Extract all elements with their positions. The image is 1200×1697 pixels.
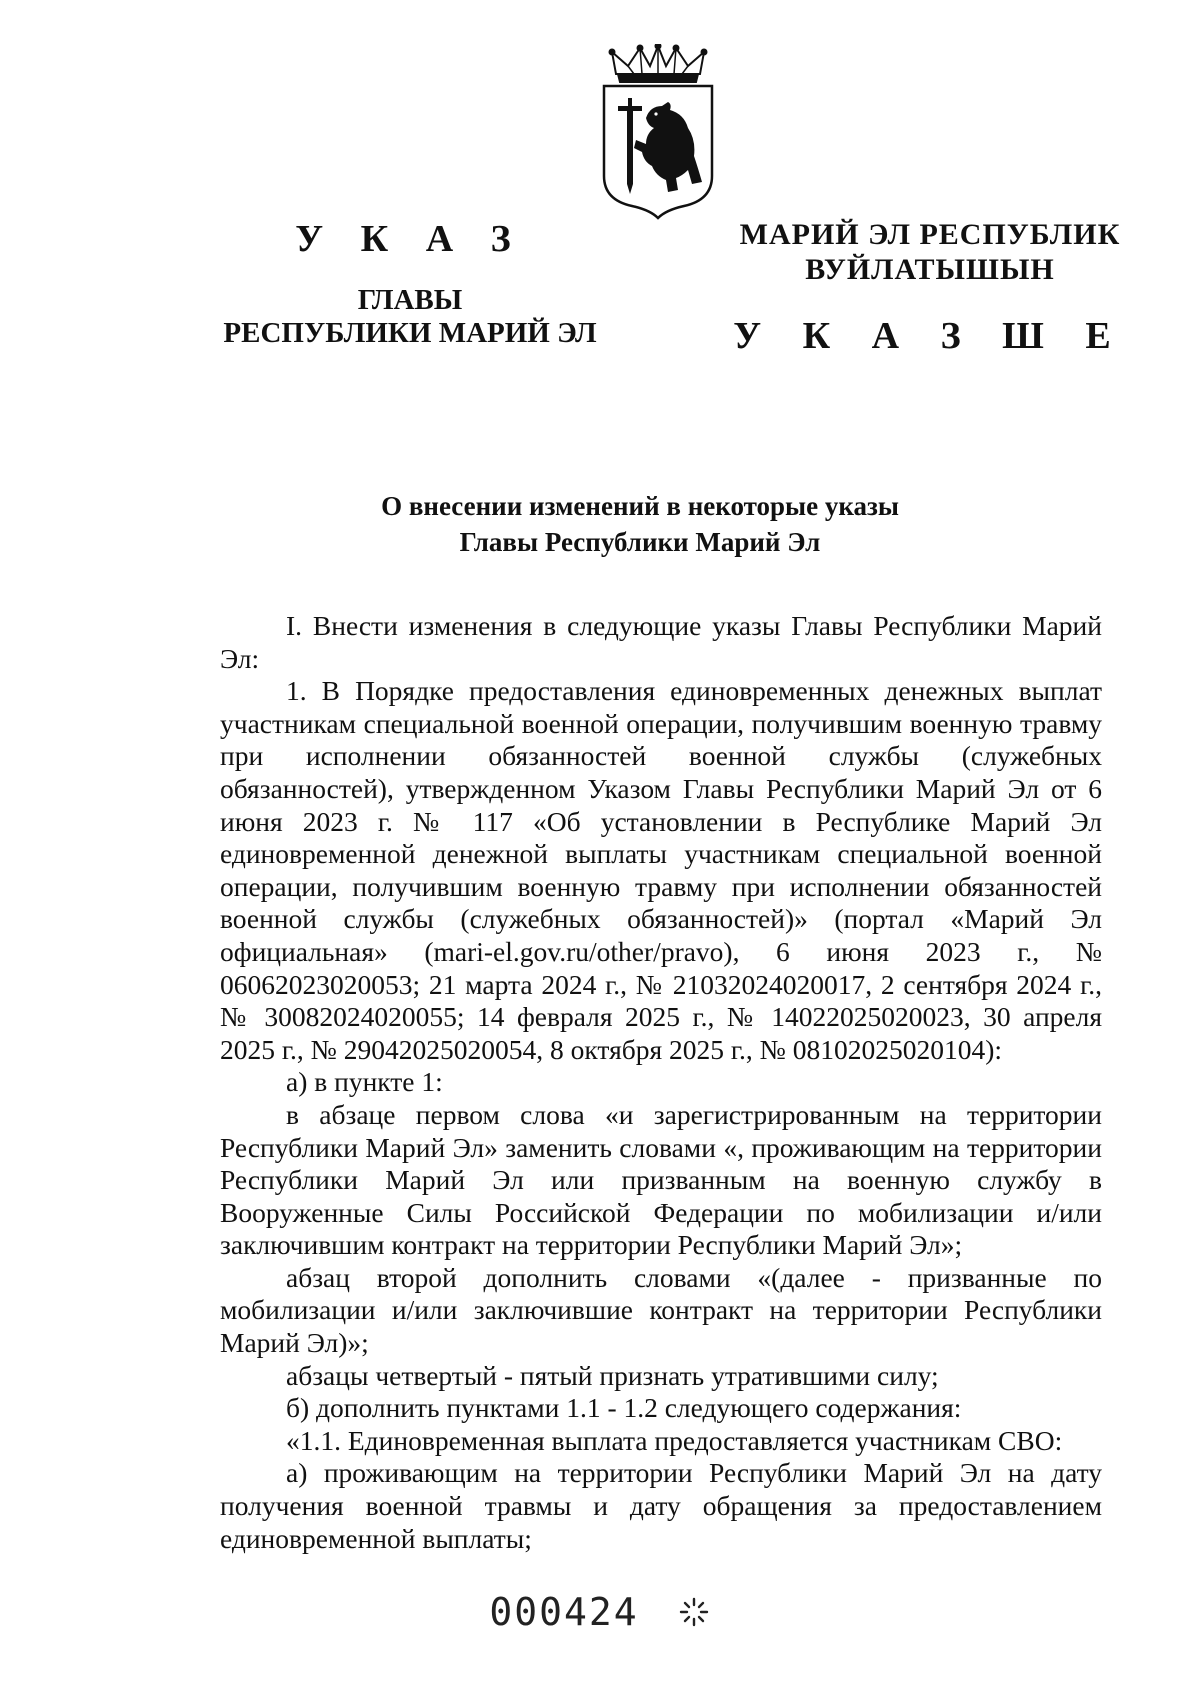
decree-word-mari: У К А З Ш Е (733, 315, 1127, 357)
document-body (220, 610, 1102, 1555)
mari-el-coat-of-arms-icon (598, 44, 718, 220)
paragraph: абзац второй дополнить словами «(далее - призванные по мобилизации и/или заключившие контракт на территории Республики Марий Эл)»; (220, 1261, 1102, 1359)
star-mark-icon (677, 1595, 711, 1629)
paragraph: I. Внести изменения в следующие указы Главы Республики Марий Эл: (220, 610, 1102, 674)
paragraph: а) проживающим на территории Республики Марий Эл на дату получения военной травмы и дату обращения за предоставлением единовременной выплаты; (220, 1457, 1102, 1554)
paragraph: а) в пункте 1: (286, 1066, 443, 1098)
head-of-word: ГЛАВЫ (357, 283, 463, 316)
document-title (200, 488, 1080, 560)
head-of-word-mari: ВУЙЛАТЫШЫН (805, 252, 1055, 286)
paragraph: б) дополнить пунктами 1.1 - 1.2 следующего содержания: (286, 1392, 962, 1424)
footer (0, 1590, 1200, 1634)
paragraph: «1.1. Единовременная выплата предоставляется участникам СВО: (286, 1424, 1063, 1456)
republic-name-mari: МАРИЙ ЭЛ РЕСПУБЛИК (739, 218, 1121, 251)
paragraph: абзацы четвертый - пятый признать утратившими силу; (286, 1359, 939, 1391)
republic-name: РЕСПУБЛИКИ МАРИЙ ЭЛ (223, 317, 597, 350)
title-line-1: О внесении изменений в некоторые указы (381, 491, 899, 521)
title-line-2: Главы Республики Марий Эл (459, 527, 821, 557)
serial-number: 000424 (489, 1590, 639, 1634)
header-right (700, 218, 1160, 359)
paragraph: 1. В Порядке предоставления единовременных денежных выплат участникам специальной военной операции, получившим военную травму при исполнении обязанностей военной службы (служебных обязанностей), утвержденном Указом Главы Республики Марий Эл от 6 июня 2023 г. № 117 «Об установлении в Республике Марий Эл единовременной денежной выплаты участникам специальной военной операции, получившим военную травму при исполнении обязанностей военной службы (служебных обязанностей)» (портал «Марий Эл официальная» (mari-el.gov.ru/other/pravo), 6 июня 2023 г., № 06062023020053; 21 марта 2024 г., № 21032024020017, 2 сентября 2024 г., № 30082024020055; 14 февраля 2025 г., № 14022025020023, 30 апреля 2025 г., № 29042025020054, 8 октября 2025 г., № 08102025020104): (220, 675, 1102, 1065)
decree-word: У К А З (295, 218, 525, 260)
paragraph: в абзаце первом слова «и зарегистрированным на территории Республики Марий Эл» заменить словами «, проживающим на территории Республики Марий Эл или призванным на военную службу в Вооруженные Силы Российской Федерации по мобилизации и/или заключившим контракт на территории Республики Марий Эл»; (220, 1098, 1102, 1261)
header-left (180, 218, 640, 350)
